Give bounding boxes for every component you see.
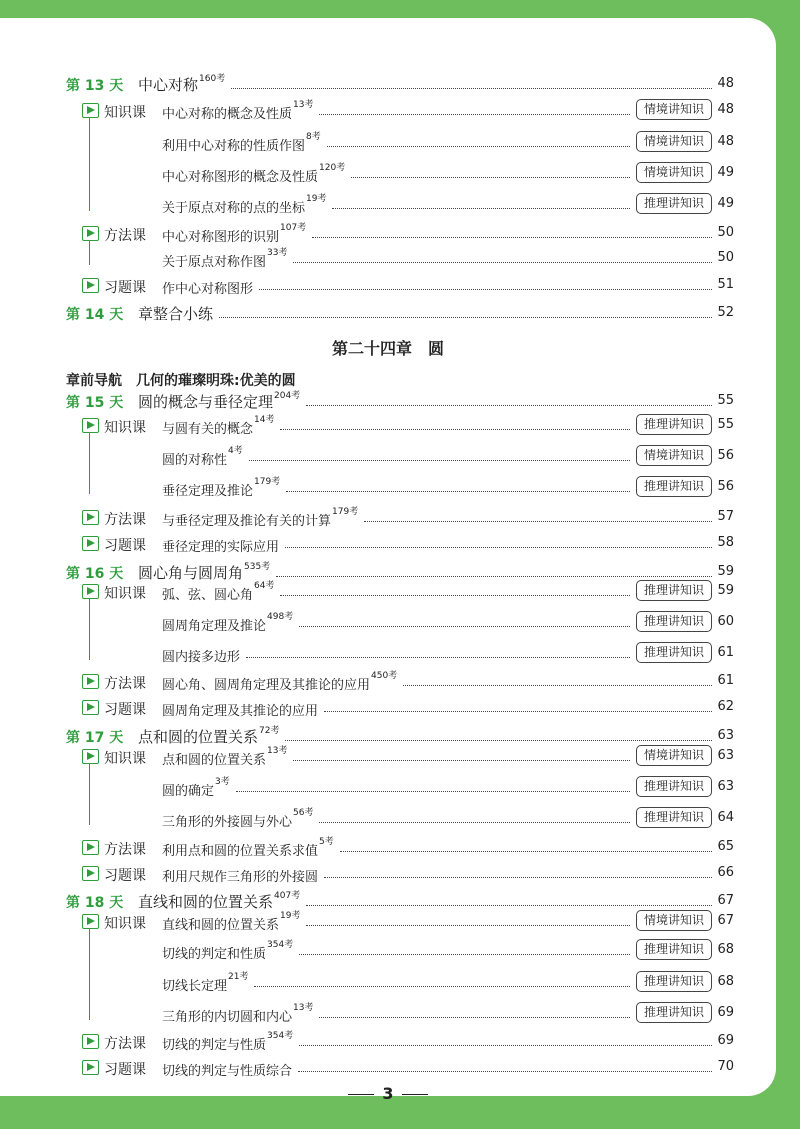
toc-row [0, 610, 776, 634]
day-row [0, 301, 776, 325]
exam-count: 450考 [371, 671, 398, 681]
toc-row [0, 273, 776, 297]
toc-row [0, 775, 776, 799]
page-ref: 67 [717, 913, 734, 928]
leader-dots [319, 114, 630, 115]
topic-title: 利用尺规作三角形的外接圆 [162, 870, 319, 885]
page-ref: 61 [717, 645, 734, 660]
exam-count: 498考 [267, 612, 294, 622]
leader-dots [280, 429, 630, 430]
course-type: 知识课 [104, 916, 146, 932]
play-icon [82, 418, 99, 433]
play-icon [82, 1034, 99, 1049]
toc-row [0, 695, 776, 719]
page-ref: 49 [717, 196, 734, 211]
toc-row [0, 98, 776, 122]
day-row [0, 389, 776, 413]
page-ref: 68 [717, 974, 734, 989]
footer-dash-left [348, 1094, 374, 1095]
day-label: 第 16 天 [66, 566, 124, 582]
topic-title: 作中心对称图形 [162, 282, 254, 297]
exam-count: 13考 [293, 100, 314, 110]
lesson-tag: 情境讲知识 [636, 131, 712, 152]
page-ref: 49 [717, 165, 734, 180]
page-ref: 70 [717, 1059, 734, 1074]
topic-title: 圆的对称性 [162, 453, 228, 468]
toc-row [0, 1001, 776, 1025]
page-ref: 55 [717, 417, 734, 432]
lesson-tag: 推理讲知识 [636, 642, 712, 663]
exam-count: 535考 [244, 562, 271, 572]
toc-row [0, 505, 776, 529]
day-label: 第 18 天 [66, 895, 124, 911]
leader-dots [324, 711, 712, 712]
lesson-tag: 推理讲知识 [636, 580, 712, 601]
leader-dots [306, 905, 712, 906]
day-row [0, 72, 776, 96]
page-ref: 65 [717, 839, 734, 854]
topic-title: 中心对称图形的识别 [162, 230, 280, 245]
leader-dots [324, 877, 712, 878]
toc-row [0, 669, 776, 693]
course-type: 方法课 [104, 676, 146, 692]
lesson-tag: 情境讲知识 [636, 99, 712, 120]
leader-dots [286, 491, 630, 492]
day-title: 圆的概念与垂径定理 [138, 393, 274, 411]
leader-dots [364, 521, 712, 522]
topic-title: 圆的确定 [162, 784, 215, 799]
topic-title: 点和圆的位置关系 [162, 753, 267, 768]
page-ref: 52 [717, 305, 734, 320]
page-ref: 63 [717, 779, 734, 794]
leader-dots [319, 822, 630, 823]
topic-title: 切线的判定与性质综合 [162, 1064, 293, 1079]
course-type: 习题课 [104, 538, 146, 554]
topic-title: 垂径定理及推论 [162, 484, 254, 499]
course-type: 知识课 [104, 751, 146, 767]
page-footer [0, 1084, 776, 1103]
page-number: 3 [382, 1084, 394, 1103]
leader-dots [319, 1017, 630, 1018]
course-type: 方法课 [104, 228, 146, 244]
page-ref: 55 [717, 393, 734, 408]
lesson-tag: 推理讲知识 [636, 611, 712, 632]
page-ref: 56 [717, 479, 734, 494]
group-bar [89, 763, 90, 825]
page-ref: 67 [717, 893, 734, 908]
exam-count: 64考 [254, 581, 275, 591]
page-ref: 48 [717, 76, 734, 91]
exam-count: 4考 [228, 446, 243, 456]
day-label: 第 14 天 [66, 307, 124, 323]
exam-count: 72考 [259, 726, 280, 736]
toc-row [0, 246, 776, 270]
toc-row [0, 413, 776, 437]
page-sheet [0, 18, 776, 1103]
exam-count: 21考 [228, 972, 249, 982]
lesson-tag: 情境讲知识 [636, 162, 712, 183]
course-type: 方法课 [104, 512, 146, 528]
page-ref: 59 [717, 564, 734, 579]
page-ref: 68 [717, 942, 734, 957]
lesson-tag: 情境讲知识 [636, 745, 712, 766]
lesson-tag: 情境讲知识 [636, 445, 712, 466]
toc-row [0, 641, 776, 665]
exam-count: 5考 [319, 837, 334, 847]
topic-title: 与圆有关的概念 [162, 422, 254, 437]
page-ref: 69 [717, 1005, 734, 1020]
exam-count: 179考 [254, 477, 281, 487]
leader-dots [299, 626, 630, 627]
course-type: 习题课 [104, 1062, 146, 1078]
leader-dots [259, 289, 712, 290]
day-title: 章整合小练 [138, 305, 214, 323]
leader-dots [276, 576, 712, 577]
play-icon [82, 278, 99, 293]
day-title: 直线和圆的位置关系 [138, 893, 274, 911]
lesson-tag: 推理讲知识 [636, 776, 712, 797]
lesson-tag: 情境讲知识 [636, 910, 712, 931]
play-icon [82, 840, 99, 855]
course-type: 知识课 [104, 105, 146, 121]
group-bar [89, 598, 90, 660]
leader-dots [280, 595, 630, 596]
topic-title: 切线长定理 [162, 979, 228, 994]
exam-count: 354考 [267, 940, 294, 950]
exam-count: 179考 [332, 507, 359, 517]
topic-title: 圆周角定理及其推论的应用 [162, 704, 319, 719]
exam-count: 160考 [199, 74, 226, 84]
topic-title: 三角形的外接圆与外心 [162, 815, 293, 830]
page-ref: 51 [717, 277, 734, 292]
exam-count: 13考 [267, 746, 288, 756]
exam-count: 13考 [293, 1003, 314, 1013]
toc-row [0, 938, 776, 962]
exam-count: 14考 [254, 415, 275, 425]
page-ref: 48 [717, 102, 734, 117]
toc-row [0, 861, 776, 885]
chapter-title: 第二十四章 圆 [331, 339, 444, 358]
leader-dots [306, 925, 630, 926]
play-icon [82, 749, 99, 764]
toc-row [0, 909, 776, 933]
play-icon [82, 914, 99, 929]
leader-dots [249, 460, 630, 461]
page-ref: 63 [717, 748, 734, 763]
course-type: 方法课 [104, 1036, 146, 1052]
leader-dots [298, 1071, 712, 1072]
toc-row [0, 444, 776, 468]
page-ref: 48 [717, 134, 734, 149]
topic-title: 关于原点对称作图 [162, 255, 267, 270]
leader-dots [299, 1045, 712, 1046]
lesson-tag: 推理讲知识 [636, 971, 712, 992]
exam-count: 407考 [274, 891, 301, 901]
toc-row [0, 130, 776, 154]
topic-title: 垂径定理的实际应用 [162, 540, 280, 555]
exam-count: 56考 [293, 808, 314, 818]
toc-row [0, 835, 776, 859]
toc-row [0, 192, 776, 216]
topic-title: 中心对称的概念及性质 [162, 107, 293, 122]
page-ref: 66 [717, 865, 734, 880]
course-type: 习题课 [104, 702, 146, 718]
leader-dots [299, 954, 630, 955]
exam-count: 8考 [306, 132, 321, 142]
page-ref: 58 [717, 535, 734, 550]
page-ref: 59 [717, 583, 734, 598]
course-type: 习题课 [104, 280, 146, 296]
course-type: 方法课 [104, 842, 146, 858]
exam-count: 19考 [280, 911, 301, 921]
lesson-tag: 推理讲知识 [636, 807, 712, 828]
play-icon [82, 584, 99, 599]
leader-dots [285, 740, 712, 741]
topic-title: 关于原点对称的点的坐标 [162, 201, 306, 216]
leader-dots [306, 405, 712, 406]
group-bar [89, 240, 90, 265]
leader-dots [332, 208, 630, 209]
group-bar [89, 432, 90, 494]
lesson-tag: 推理讲知识 [636, 476, 712, 497]
exam-count: 3考 [215, 777, 230, 787]
topic-title: 弧、弦、圆心角 [162, 588, 254, 603]
leader-dots [293, 262, 712, 263]
exam-count: 120考 [319, 163, 346, 173]
topic-title: 与垂径定理及推论有关的计算 [162, 514, 332, 529]
day-label: 第 17 天 [66, 730, 124, 746]
course-type: 知识课 [104, 586, 146, 602]
topic-title: 圆周角定理及推论 [162, 619, 267, 634]
play-icon [82, 700, 99, 715]
exam-count: 33考 [267, 248, 288, 258]
page-ref: 57 [717, 509, 734, 524]
page-ref: 62 [717, 699, 734, 714]
page-ref: 63 [717, 728, 734, 743]
play-icon [82, 226, 99, 241]
leader-dots [340, 851, 712, 852]
play-icon [82, 674, 99, 689]
toc-row [0, 221, 776, 245]
lesson-tag: 推理讲知识 [636, 193, 712, 214]
day-label: 第 15 天 [66, 395, 124, 411]
group-bar [89, 117, 90, 211]
footer-dash-right [402, 1094, 428, 1095]
day-title: 中心对称 [138, 76, 199, 94]
toc-row [0, 1055, 776, 1079]
leader-dots [403, 685, 712, 686]
toc-row [0, 806, 776, 830]
course-type: 习题课 [104, 868, 146, 884]
toc-row [0, 579, 776, 603]
exam-count: 19考 [306, 194, 327, 204]
topic-title: 切线的判定和性质 [162, 947, 267, 962]
page-ref: 64 [717, 810, 734, 825]
exam-count: 204考 [274, 391, 301, 401]
page-ref: 50 [717, 250, 734, 265]
topic-title: 圆内接多边形 [162, 650, 241, 665]
group-bar [89, 928, 90, 1020]
play-icon [82, 103, 99, 118]
play-icon [82, 536, 99, 551]
lesson-tag: 推理讲知识 [636, 1002, 712, 1023]
exam-count: 107考 [280, 223, 307, 233]
toc-row [0, 970, 776, 994]
course-type: 知识课 [104, 420, 146, 436]
leader-dots [219, 317, 712, 318]
leader-dots [327, 146, 630, 147]
toc-row [0, 475, 776, 499]
page-ref: 69 [717, 1033, 734, 1048]
chapter-guide: 章前导航 几何的璀璨明珠:优美的圆 [66, 373, 296, 389]
leader-dots [312, 237, 712, 238]
play-icon [82, 1060, 99, 1075]
exam-count: 354考 [267, 1031, 294, 1041]
page-ref: 56 [717, 448, 734, 463]
leader-dots [285, 547, 712, 548]
topic-title: 直线和圆的位置关系 [162, 918, 280, 933]
page-ref: 50 [717, 225, 734, 240]
toc-row [0, 531, 776, 555]
page-ref: 60 [717, 614, 734, 629]
day-label: 第 13 天 [66, 78, 124, 94]
topic-title: 利用点和圆的位置关系求值 [162, 844, 319, 859]
leader-dots [231, 88, 712, 89]
toc-row [0, 744, 776, 768]
toc-row [0, 1029, 776, 1053]
topic-title: 圆心角、圆周角定理及其推论的应用 [162, 678, 371, 693]
page-ref: 61 [717, 673, 734, 688]
play-icon [82, 510, 99, 525]
topic-title: 中心对称图形的概念及性质 [162, 170, 319, 185]
topic-title: 利用中心对称的性质作图 [162, 139, 306, 154]
lesson-tag: 推理讲知识 [636, 414, 712, 435]
topic-title: 三角形的内切圆和内心 [162, 1010, 293, 1025]
lesson-tag: 推理讲知识 [636, 939, 712, 960]
day-title: 点和圆的位置关系 [138, 728, 259, 746]
day-title: 圆心角与圆周角 [138, 564, 244, 582]
toc-row [0, 161, 776, 185]
leader-dots [351, 177, 630, 178]
topic-title: 切线的判定与性质 [162, 1038, 267, 1053]
leader-dots [236, 791, 630, 792]
leader-dots [293, 760, 630, 761]
leader-dots [246, 657, 630, 658]
leader-dots [254, 986, 630, 987]
play-icon [82, 866, 99, 881]
